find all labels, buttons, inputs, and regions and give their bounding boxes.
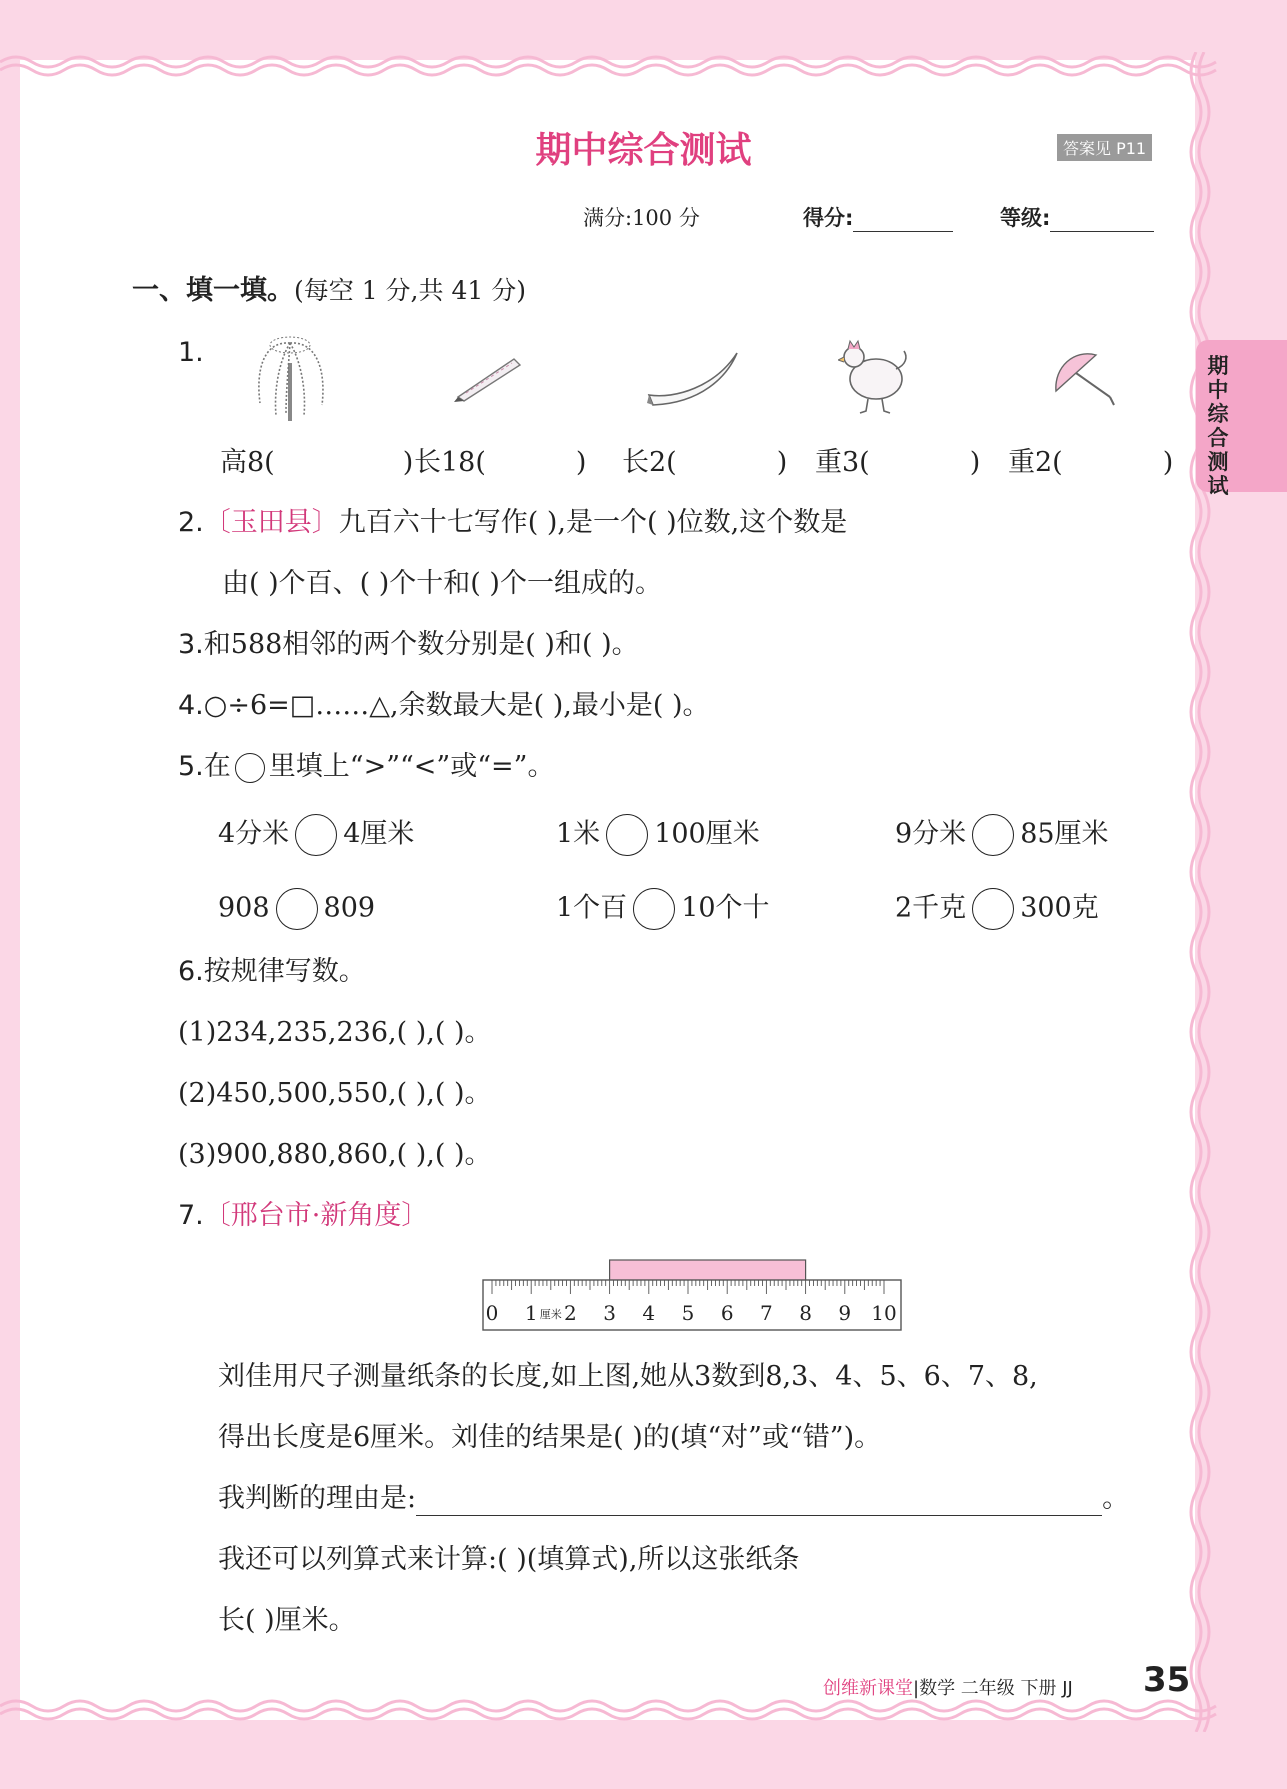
compare-answer-circle[interactable] xyxy=(295,814,337,856)
willow-tree-icon xyxy=(252,333,330,423)
question-7-number: 7. xyxy=(178,1200,204,1231)
question-4-text: ○÷6=□……△,余数最大是( ),最小是( )。 xyxy=(203,690,710,721)
question-5-text-a: 在 xyxy=(203,751,231,782)
q1-close-5: ) xyxy=(1162,447,1174,478)
question-6-item-3: (3)900,880,860,( ),( )。 xyxy=(178,1139,492,1170)
reason-label: 我判断的理由是: xyxy=(218,1483,417,1514)
compare-answer-circle[interactable] xyxy=(972,814,1014,856)
ruler-unit-label: 厘米 xyxy=(539,1308,562,1321)
wavy-border-top xyxy=(0,52,1287,78)
compare-item xyxy=(556,888,770,930)
question-2 xyxy=(178,506,847,540)
question-6-item-1: (1)234,235,236,( ),( )。 xyxy=(178,1017,492,1048)
compare-right: 300克 xyxy=(1020,892,1099,924)
question-6-number: 6. xyxy=(178,956,204,987)
wavy-border-bottom xyxy=(0,1698,1287,1724)
question-4-number: 4. xyxy=(178,690,204,721)
question-1-item-3 xyxy=(622,446,787,480)
compare-left: 1米 xyxy=(556,818,601,850)
q1-item-5-text: 重2( xyxy=(1008,447,1063,478)
compare-item xyxy=(895,888,1099,930)
ruler-label: 10 xyxy=(871,1301,897,1325)
q1-item-4-text: 重3( xyxy=(815,447,870,478)
section-heading xyxy=(132,274,526,308)
score-field[interactable] xyxy=(803,202,953,232)
comparison-circle-icon xyxy=(235,753,265,783)
compare-item xyxy=(556,814,760,856)
ruler-label: 3 xyxy=(603,1301,616,1325)
question-1-number: 1. xyxy=(178,337,204,368)
grade-label: 等级: xyxy=(1000,206,1051,230)
compare-right: 4厘米 xyxy=(343,818,415,850)
compare-answer-circle[interactable] xyxy=(606,814,648,856)
ruler-label: 0 xyxy=(485,1301,499,1325)
question-7-line-5: 长( )厘米。 xyxy=(218,1605,356,1636)
question-5-text-b: 里填上“>”“<”或“=”。 xyxy=(268,751,555,782)
grade-blank[interactable] xyxy=(1050,209,1154,232)
question-6-item-2: (2)450,500,550,( ),( )。 xyxy=(178,1078,492,1109)
question-7-line-3 xyxy=(218,1482,1129,1516)
question-7-line-1: 刘佳用尺子测量纸条的长度,如上图,她从3数到8,3、4、5、6、7、8, xyxy=(218,1361,1038,1392)
compare-left: 1个百 xyxy=(556,892,628,924)
question-2-line-1: 九百六十七写作( ),是一个( )位数,这个数是 xyxy=(338,507,848,538)
answer-reference-badge: 答案见 P11 xyxy=(1057,134,1152,161)
section-title: 一、填一填。 xyxy=(132,275,294,306)
score-blank[interactable] xyxy=(853,209,953,232)
question-3 xyxy=(178,628,639,662)
compare-right: 809 xyxy=(323,892,376,924)
compare-right: 10个十 xyxy=(681,892,770,924)
compare-answer-circle[interactable] xyxy=(633,888,675,930)
compare-right: 100厘米 xyxy=(654,818,760,850)
question-2-line-2: 由( )个百、( )个十和( )个一组成的。 xyxy=(222,568,662,599)
ruler-label: 9 xyxy=(838,1301,852,1325)
question-7-region: 〔邢台市·新角度〕 xyxy=(203,1200,429,1231)
compare-item xyxy=(218,814,414,856)
page-number: 35 xyxy=(1143,1660,1191,1700)
ruler-label: 5 xyxy=(681,1301,695,1325)
grade-field[interactable] xyxy=(1000,202,1154,232)
compare-item xyxy=(218,888,375,930)
footer-subject: |数学 二年级 下册 JJ xyxy=(913,1678,1073,1699)
question-1-item-4 xyxy=(815,446,980,480)
question-3-text: 和588相邻的两个数分别是( )和( )。 xyxy=(203,629,639,660)
section-note: (每空 1 分,共 41 分) xyxy=(294,276,526,305)
reason-end: 。 xyxy=(1102,1483,1130,1514)
chapter-side-tab-label: 期中综合测试 xyxy=(1207,354,1229,498)
q1-close-4: ) xyxy=(969,447,981,478)
question-2-number: 2. xyxy=(178,507,204,538)
reason-answer-line[interactable] xyxy=(416,1485,1102,1516)
score-label: 得分: xyxy=(803,206,854,230)
question-3-number: 3. xyxy=(178,629,204,660)
question-1-item-5 xyxy=(1008,446,1173,480)
compare-left: 9分米 xyxy=(895,818,967,850)
compare-item xyxy=(895,814,1109,856)
question-7-line-4: 我还可以列算式来计算:( )(填算式),所以这张纸条 xyxy=(218,1544,800,1575)
compare-left: 2千克 xyxy=(895,892,967,924)
question-5 xyxy=(178,750,554,784)
chicken-icon xyxy=(838,335,910,415)
q1-item-1-text: 高8( xyxy=(220,447,275,478)
compare-answer-circle[interactable] xyxy=(972,888,1014,930)
q1-close-2: ) xyxy=(575,447,587,478)
question-6 xyxy=(178,955,366,989)
compare-answer-circle[interactable] xyxy=(276,888,318,930)
question-2-region: 〔玉田县〕 xyxy=(203,507,339,538)
wavy-border-right xyxy=(1188,52,1214,1732)
full-score-label: 满分:100 分 xyxy=(583,206,700,230)
ruler-figure xyxy=(480,1258,905,1333)
question-1-item-1 xyxy=(220,446,413,480)
ruler-label: 4 xyxy=(642,1301,656,1325)
umbrella-icon xyxy=(1050,347,1116,407)
ruler-label: 7 xyxy=(760,1301,773,1325)
q1-close-3: ) xyxy=(776,447,788,478)
compare-left: 4分米 xyxy=(218,818,290,850)
question-1-item-2 xyxy=(414,446,586,480)
q1-item-3-text: 长2( xyxy=(622,447,677,478)
ruler-label: 1 xyxy=(524,1301,538,1325)
footer-brand xyxy=(823,1674,1073,1700)
ruler-label: 8 xyxy=(799,1301,812,1325)
footer-brand-name: 创维新课堂 xyxy=(823,1678,913,1699)
ruler-label: 2 xyxy=(564,1301,577,1325)
question-7-line-2: 得出长度是6厘米。刘佳的结果是( )的(填“对”或“错”)。 xyxy=(218,1422,882,1453)
question-5-number: 5. xyxy=(178,751,204,782)
paper-strip xyxy=(610,1260,806,1282)
page-title: 期中综合测试 xyxy=(535,130,752,171)
question-7 xyxy=(178,1199,428,1233)
q1-item-2-text: 长18( xyxy=(414,447,486,478)
pencil-icon xyxy=(452,353,524,403)
q1-close-1: ) xyxy=(402,447,414,478)
ruler-label: 6 xyxy=(720,1301,734,1325)
question-6-text: 按规律写数。 xyxy=(203,956,366,987)
banana-icon xyxy=(645,347,741,407)
compare-left: 908 xyxy=(218,892,270,924)
compare-right: 85厘米 xyxy=(1020,818,1109,850)
question-4 xyxy=(178,689,710,723)
